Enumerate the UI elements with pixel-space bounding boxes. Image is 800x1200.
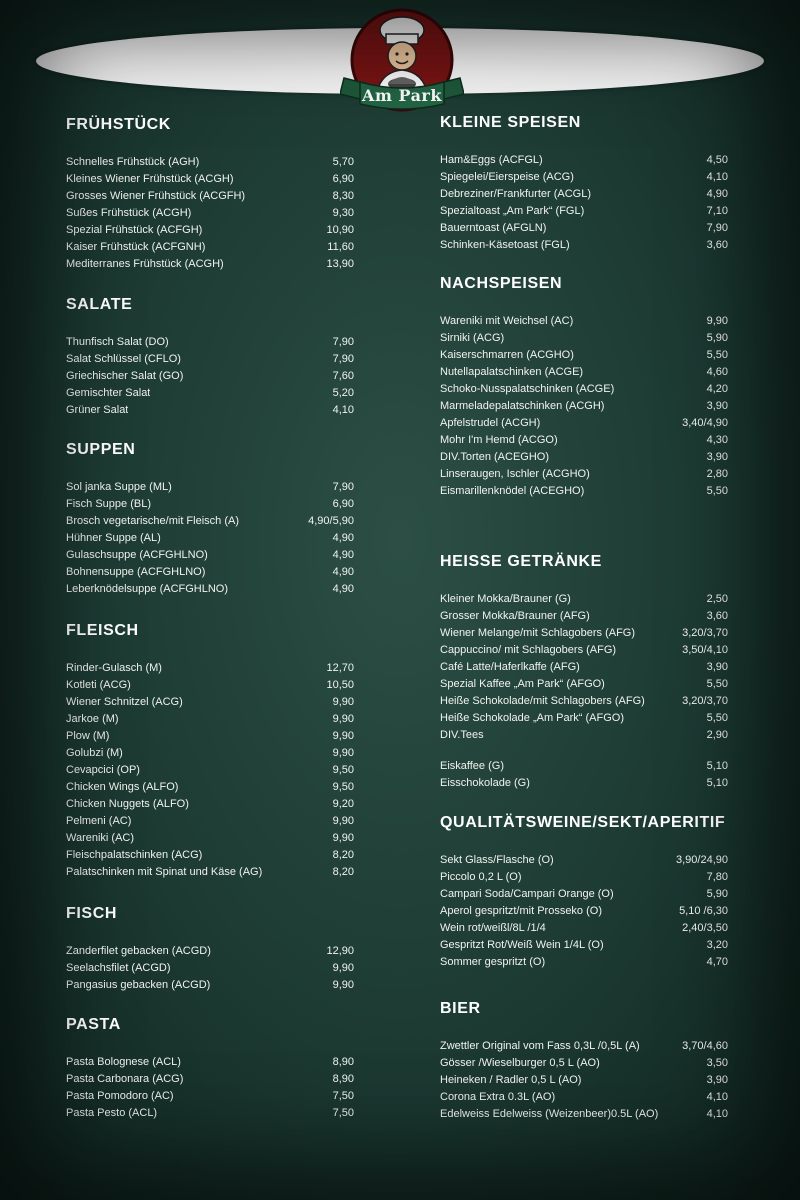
menu-item-name: Campari Soda/Campari Orange (O) [440,888,614,900]
menu-item-name: Gemischter Salat [66,387,151,399]
menu-item-name: Cevapcici (OP) [66,764,140,776]
menu-item-price: 11,60 [327,241,354,253]
menu-item-name: Eismarillenknödel (ACEGHO) [440,485,585,497]
menu-item [440,239,728,256]
menu-item [440,644,728,661]
menu-item-price: 12,90 [326,945,354,957]
menu-item-name: Leberknödelsuppe (ACFGHLNO) [66,583,229,595]
menu-item-price: 3,60 [706,610,728,622]
menu-item [66,353,354,370]
menu-item-price: 4,10 [706,171,728,183]
menu-item-name: Kotleti (ACG) [66,679,131,691]
menu-item-price: 10,90 [326,224,354,236]
menu-item-price: 2,50 [706,593,728,605]
menu-item [66,404,354,421]
menu-item-name: Sußes Frühstück (ACGH) [66,207,192,219]
menu-item-name: Pasta Pomodoro (AC) [66,1090,174,1102]
logo-text: Am Park [362,86,442,105]
menu-item-price: 4,60 [706,366,728,378]
menu-item [440,610,728,627]
section-title: KLEINE SPEISEN [440,114,581,131]
section-bier [440,1000,728,1125]
menu-item [66,662,354,679]
menu-item-price: 4,90/5,90 [308,515,354,527]
menu-item [66,696,354,713]
menu-item-name: Schinken-Käsetoast (FGL) [440,239,570,251]
menu-item-price: 3,90/24,90 [676,854,728,866]
menu-item-price: 7,50 [332,1090,354,1102]
menu-item [440,627,728,644]
menu-item-name: Jarkoe (M) [66,713,119,725]
section-qualitätsweine-sekt-aperitif [440,814,728,973]
menu-item-name: Heiße Schokolade/mit Schlagobers (AFG) [440,695,645,707]
menu-item-name: Piccolo 0,2 L (O) [440,871,522,883]
menu-item-price: 7,90 [706,222,728,234]
menu-item-price: 5,10 /6,30 [679,905,728,917]
menu-item-price: 8,90 [332,1056,354,1068]
menu-item [66,713,354,730]
menu-item [66,679,354,696]
menu-item-price: 5,70 [332,156,354,168]
section-salate [66,296,354,421]
section-title: FRÜHSTÜCK [66,116,171,133]
menu-item [66,849,354,866]
menu-item-name: Schoko-Nusspalatschinken (ACGE) [440,383,615,395]
menu-item-name: Seelachsfilet (ACGD) [66,962,171,974]
menu-item [66,1090,354,1107]
menu-item [66,173,354,190]
menu-item-name: Spezial Kaffee „Am Park“ (AFGO) [440,678,605,690]
menu-item-name: Chicken Wings (ALFO) [66,781,179,793]
section-title: FLEISCH [66,622,139,639]
menu-item-name: Gespritzt Rot/Weiß Wein 1/4L (O) [440,939,604,951]
menu-item-price: 7,90 [332,353,354,365]
menu-item-price: 4,90 [332,549,354,561]
section-fisch [66,905,354,996]
menu-item [440,434,728,451]
menu-item-name: Gulaschsuppe (ACFGHLNO) [66,549,208,561]
menu-item-name: Salat Schlüssel (CFLO) [66,353,181,365]
menu-item-price: 7,10 [706,205,728,217]
menu-item-name: Nutellapalatschinken (ACGE) [440,366,584,378]
menu-item-price: 4,10 [706,1091,728,1103]
menu-item-name: Sirniki (ACG) [440,332,505,344]
menu-item-name: Wareniki (AC) [66,832,135,844]
menu-item-price: 5,10 [706,777,728,789]
header [0,0,800,120]
menu-item-name: Pasta Carbonara (ACG) [66,1073,184,1085]
menu-item-price: 4,70 [706,956,728,968]
menu-item-price: 9,50 [332,764,354,776]
menu-item [440,332,728,349]
menu-item [66,258,354,275]
section-frühstück [66,116,354,275]
menu-item [66,962,354,979]
menu-item-price: 4,90 [706,188,728,200]
menu-item-price: 3,70/4,60 [682,1040,728,1052]
menu-item-name: Mediterranes Frühstück (ACGH) [66,258,224,270]
menu-item [66,866,354,883]
menu-item [440,485,728,502]
menu-item-price: 3,20 [706,939,728,951]
menu-item-price: 5,20 [332,387,354,399]
menu-item [66,764,354,781]
menu-item [66,370,354,387]
menu-item [440,905,728,922]
menu-item [440,154,728,171]
menu-item-name: Wareniki mit Weichsel (AC) [440,315,574,327]
menu-item [66,549,354,566]
menu-item-price: 3,90 [706,451,728,463]
menu-item-price: 5,50 [706,349,728,361]
menu-item [440,315,728,332]
menu-item [66,532,354,549]
menu-item-name: Golubzi (M) [66,747,123,759]
menu-item-price: 4,20 [706,383,728,395]
menu-item-price: 9,90 [332,747,354,759]
menu-item-price: 9,20 [332,798,354,810]
menu-item [66,498,354,515]
menu-item [66,832,354,849]
menu-item [440,400,728,417]
menu-item-name: Grüner Salat [66,404,129,416]
menu-item-name: Wiener Schnitzel (ACG) [66,696,183,708]
menu-item-price: 9,90 [332,730,354,742]
menu-item [66,207,354,224]
menu-item-name: Hühner Suppe (AL) [66,532,161,544]
section-title: SALATE [66,296,133,313]
menu-item [66,979,354,996]
menu-item-price: 10,50 [326,679,354,691]
menu-item [66,241,354,258]
menu-item-price: 2,40/3,50 [682,922,728,934]
menu-item-name: Kleiner Mokka/Brauner (G) [440,593,571,605]
menu-item-name: Spezialtoast „Am Park“ (FGL) [440,205,585,217]
menu-item-name: Zwettler Original vom Fass 0,3L /0,5L (A) [440,1040,640,1052]
menu-item-price: 9,90 [332,696,354,708]
menu-item-price: 2,90 [706,729,728,741]
menu-item-price: 2,80 [706,468,728,480]
menu-item-name: Spiegelei/Eierspeise (ACG) [440,171,574,183]
menu-item-name: Griechischer Salat (GO) [66,370,184,382]
menu-item [66,1073,354,1090]
menu-item [66,583,354,600]
menu-item-price: 9,90 [332,832,354,844]
menu-item-price: 7,50 [332,1107,354,1119]
menu-item-price: 7,80 [706,871,728,883]
menu-item [440,1108,728,1125]
menu-item-price: 3,20/3,70 [682,695,728,707]
menu-item-price: 4,30 [706,434,728,446]
menu-item-price: 4,90 [332,532,354,544]
menu-item-name: Apfelstrudel (ACGH) [440,417,541,429]
menu-item [66,1056,354,1073]
menu-item [440,205,728,222]
menu-item [440,661,728,678]
menu-item-price: 13,90 [326,258,354,270]
menu-item-price: 5,90 [706,888,728,900]
menu-item-price: 5,50 [706,485,728,497]
menu-item-name: Brosch vegetarische/mit Fleisch (A) [66,515,239,527]
menu-item [66,747,354,764]
menu-item [440,729,728,746]
menu-item-price: 8,90 [332,1073,354,1085]
menu-item [440,1074,728,1091]
menu-item [66,481,354,498]
menu-item-price: 4,90 [332,566,354,578]
menu-item-name: Mohr I'm Hemd (ACGO) [440,434,558,446]
menu-item [440,468,728,485]
menu-item-name: Heineken / Radler 0,5 L (AO) [440,1074,582,1086]
menu-item-price: 3,50 [706,1057,728,1069]
menu-item [440,1057,728,1074]
menu-item-price: 5,90 [706,332,728,344]
menu-item-price: 8,20 [332,849,354,861]
menu-item [66,798,354,815]
section-heisse-getränke [440,553,728,794]
menu-item-price: 3,90 [706,661,728,673]
menu-item [66,945,354,962]
menu-item-name: Linseraugen, Ischler (ACGHO) [440,468,590,480]
menu-item-name: Sommer gespritzt (O) [440,956,546,968]
menu-item-name: Pangasius gebacken (ACGD) [66,979,211,991]
menu-item-price: 7,90 [332,481,354,493]
section-fleisch [66,622,354,883]
section-title: PASTA [66,1016,121,1033]
menu-item-name: Pasta Bolognese (ACL) [66,1056,181,1068]
menu-item [440,383,728,400]
menu-item-name: Pelmeni (AC) [66,815,132,827]
menu-item-price: 9,90 [332,962,354,974]
menu-item-name: Chicken Nuggets (ALFO) [66,798,189,810]
menu-item [440,922,728,939]
spacer [440,746,728,760]
menu-item-price: 8,20 [332,866,354,878]
menu-item-name: Schnelles Frühstück (AGH) [66,156,200,168]
menu-item [440,188,728,205]
menu-item-price: 9,90 [332,815,354,827]
menu-item-name: Gösser /Wieselburger 0,5 L (AO) [440,1057,600,1069]
menu-item-name: DIV.Tees [440,729,484,741]
menu-item [440,349,728,366]
menu-item-name: Café Latte/Haferlkaffe (AFG) [440,661,580,673]
menu-item-price: 9,90 [706,315,728,327]
menu-item [66,515,354,532]
menu-item-price: 3,60 [706,239,728,251]
menu-item-name: Zanderfilet gebacken (ACGD) [66,945,211,957]
section-title: HEISSE GETRÄNKE [440,553,602,570]
menu-item [440,956,728,973]
menu-item-price: 12,70 [326,662,354,674]
section-kleine-speisen [440,114,728,256]
menu-item-name: Sekt Glass/Flasche (O) [440,854,554,866]
menu-item-name: Eisschokolade (G) [440,777,530,789]
menu-item [66,781,354,798]
menu-item-name: Kaiser Frühstück (ACFGNH) [66,241,206,253]
menu-item-name: Kleines Wiener Frühstück (ACGH) [66,173,234,185]
menu-item-price: 9,90 [332,979,354,991]
menu-item-name: Marmeladepalatschinken (ACGH) [440,400,605,412]
menu-item-price: 4,90 [332,583,354,595]
menu-item-name: Pasta Pesto (ACL) [66,1107,158,1119]
menu-item-name: Edelweiss Edelweiss (Weizenbeer)0.5L (AO) [440,1108,659,1120]
menu-item-price: 3,40/4,90 [682,417,728,429]
menu-item-price: 5,10 [706,760,728,772]
menu-item [66,190,354,207]
menu-item [440,1091,728,1108]
section-title: NACHSPEISEN [440,275,563,292]
menu-item-price: 6,90 [332,498,354,510]
menu-item [66,730,354,747]
menu-item [66,336,354,353]
menu-item-price: 3,50/4,10 [682,644,728,656]
menu-item-price: 9,90 [332,713,354,725]
menu-item-name: Rinder-Gulasch (M) [66,662,162,674]
menu-item-name: Bohnensuppe (ACFGHLNO) [66,566,206,578]
menu-item-name: Kaiserschmarren (ACGHO) [440,349,574,361]
menu-item-name: Debreziner/Frankfurter (ACGL) [440,188,591,200]
menu-item-price: 5,50 [706,678,728,690]
menu-item [440,854,728,871]
menu-item-price: 4,10 [332,404,354,416]
menu-item [440,760,728,777]
menu-item-name: Fleischpalatschinken (ACG) [66,849,203,861]
menu-item-price: 3,20/3,70 [682,627,728,639]
menu-item-price: 4,50 [706,154,728,166]
menu-item [440,171,728,188]
menu-item-price: 9,50 [332,781,354,793]
menu-item-name: Heiße Schokolade „Am Park“ (AFGO) [440,712,624,724]
menu-item [66,566,354,583]
menu-item-name: DIV.Torten (ACEGHO) [440,451,550,463]
section-title: FISCH [66,905,117,922]
section-suppen [66,441,354,600]
menu-item-name: Ham&Eggs (ACFGL) [440,154,543,166]
section-title: SUPPEN [66,441,136,458]
menu-item [440,712,728,729]
menu-item-name: Thunfisch Salat (DO) [66,336,169,348]
menu-item-name: Wiener Melange/mit Schlagobers (AFG) [440,627,636,639]
menu-item-price: 3,90 [706,1074,728,1086]
menu-item [440,593,728,610]
menu-item-price: 5,50 [706,712,728,724]
menu-item [440,939,728,956]
menu-item-name: Grosser Mokka/Brauner (AFG) [440,610,590,622]
menu-item [440,888,728,905]
menu-item [440,366,728,383]
menu-item-name: Sol janka Suppe (ML) [66,481,172,493]
menu-item [440,451,728,468]
menu-item-name: Plow (M) [66,730,110,742]
menu-item-price: 6,90 [332,173,354,185]
menu-item-price: 3,90 [706,400,728,412]
section-title: BIER [440,1000,481,1017]
menu-item-price: 4,10 [706,1108,728,1120]
menu-item [440,777,728,794]
menu-item [66,224,354,241]
menu-item [440,1040,728,1057]
menu-item [66,1107,354,1124]
menu-item-name: Eiskaffee (G) [440,760,504,772]
menu-item-name: Fisch Suppe (BL) [66,498,151,510]
menu-item [440,417,728,434]
menu-item-price: 7,90 [332,336,354,348]
menu-item-name: Cappuccino/ mit Schlagobers (AFG) [440,644,617,656]
menu-item-name: Wein rot/weißl/8L /1/4 [440,922,546,934]
section-pasta [66,1016,354,1124]
menu-item [440,871,728,888]
menu-item-name: Grosses Wiener Frühstück (ACGFH) [66,190,246,202]
menu-item-price: 8,30 [332,190,354,202]
menu-item [66,156,354,173]
menu-item-name: Corona Extra 0.3L (AO) [440,1091,556,1103]
menu-item [440,222,728,239]
menu-item [440,695,728,712]
menu-item-name: Spezial Frühstück (ACFGH) [66,224,203,236]
menu-item-price: 9,30 [332,207,354,219]
menu-item-price: 7,60 [332,370,354,382]
menu-item-name: Bauerntoast (AFGLN) [440,222,547,234]
menu-item [440,678,728,695]
menu-item [66,815,354,832]
menu-item [66,387,354,404]
section-title: QUALITÄTSWEINE/SEKT/APERITIF [440,814,726,831]
menu-item-name: Aperol gespritzt/mit Prosseko (O) [440,905,602,917]
section-nachspeisen [440,275,728,502]
menu-item-name: Palatschinken mit Spinat und Käse (AG) [66,866,263,878]
